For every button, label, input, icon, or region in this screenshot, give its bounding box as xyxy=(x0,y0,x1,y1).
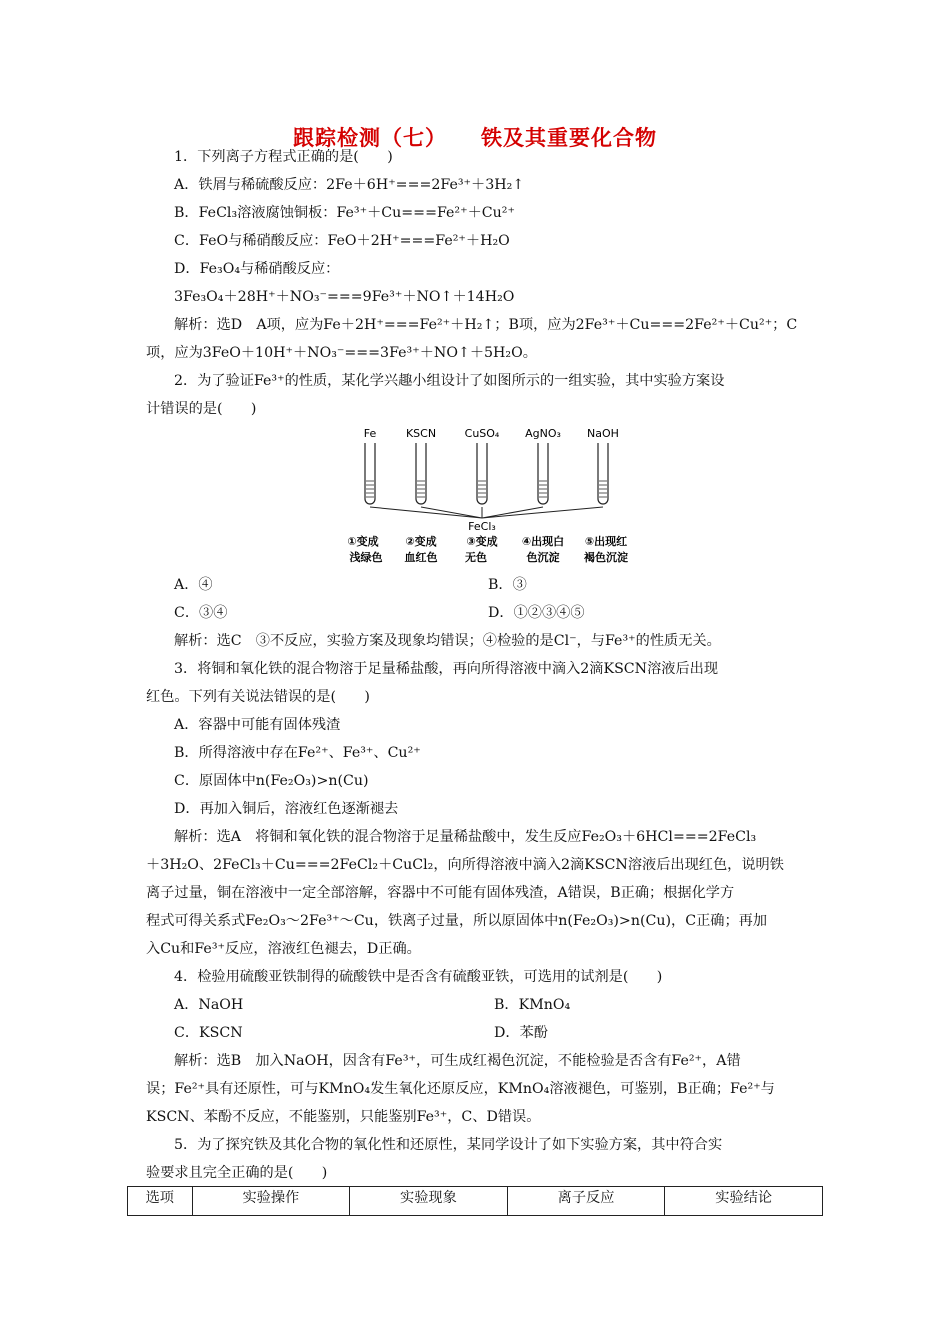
test-tube-5 xyxy=(598,443,608,504)
title-part-a: 跟踪检测（七） xyxy=(293,126,447,150)
result-1-line1: ①变成 xyxy=(347,535,379,548)
center-reagent-label: FeCl₃ xyxy=(468,520,496,533)
q2-option-a: A．④ xyxy=(174,577,213,593)
q2-experiment-figure xyxy=(330,423,650,571)
q3-option-a: A．容器中可能有固体残渣 xyxy=(174,717,341,733)
q4-option-c: C．KSCN xyxy=(174,1025,243,1041)
q3-option-c: C．原固体中n(Fe₂O₃)>n(Cu) xyxy=(174,773,369,789)
reagent-label-5: NaOH xyxy=(587,427,619,440)
reagent-label-4: AgNO₃ xyxy=(525,427,561,440)
result-1-line2: 浅绿色 xyxy=(349,551,383,564)
q2-option-c: C．③④ xyxy=(174,605,228,621)
reagent-label-2: KSCN xyxy=(405,427,437,440)
result-5-line2: 褐色沉淀 xyxy=(584,551,628,564)
result-3-line2: 无色 xyxy=(465,551,487,564)
table-header-cell: 选项 xyxy=(128,1187,193,1216)
result-2-line1: ②变成 xyxy=(405,535,437,548)
connector-lines xyxy=(370,507,603,518)
q4-stem: 4．检验用硫酸亚铁制得的硫酸铁中是否含有硫酸亚铁，可选用的试剂是( ) xyxy=(174,969,663,985)
q4-answer-line3: KSCN、苯酚不反应，不能鉴别，只能鉴别Fe³⁺，C、D错误。 xyxy=(146,1109,541,1125)
test-tube-3 xyxy=(477,443,487,504)
q4-answer-line1: 解析：选B 加入NaOH，因含有Fe³⁺，可生成红褐色沉淀，不能检验是否含有Fe²⁺，A错 xyxy=(174,1053,741,1069)
q3-option-b: B．所得溶液中存在Fe²⁺、Fe³⁺、Cu²⁺ xyxy=(174,745,421,761)
q2-answer: 解析：选C ③不反应，实验方案及现象均错误；④检验的是Cl⁻，与Fe³⁺的性质无关。 xyxy=(174,633,721,649)
reagent-label-1: Fe xyxy=(363,427,377,440)
q5-stem-line1: 5．为了探究铁及其化合物的氧化性和还原性，某同学设计了如下实验方案，其中符合实 xyxy=(174,1137,723,1153)
result-4-line1: ④出现白 xyxy=(521,535,565,548)
q3-answer-line1: 解析：选A 将铜和氧化铁的混合物溶于足量稀盐酸中，发生反应Fe₂O₃＋6HCl===2FeCl₃ xyxy=(174,829,757,845)
q2-option-d: D．①②③④⑤ xyxy=(488,605,585,621)
q1-option-c: C．FeO与稀硝酸反应：FeO＋2H⁺===Fe²⁺＋H₂O xyxy=(174,233,510,249)
q1-answer-line1: 解析：选D A项，应为Fe＋2H⁺===Fe²⁺＋H₂↑；B项，应为2Fe³⁺＋Cu===2Fe²⁺＋Cu²⁺；C xyxy=(174,317,798,333)
table-header-cell: 离子反应 xyxy=(507,1187,665,1216)
q2-option-b: B．③ xyxy=(488,577,527,593)
q3-stem-line2: 红色。下列有关说法错误的是( ) xyxy=(146,689,370,705)
q2-stem-line1: 2．为了验证Fe³⁺的性质，某化学兴趣小组设计了如图所示的一组实验，其中实验方案设 xyxy=(174,373,725,389)
result-4-line2: 色沉淀 xyxy=(526,551,560,564)
q4-option-a: A．NaOH xyxy=(174,997,244,1013)
reagent-label-3: CuSO₄ xyxy=(464,427,500,440)
table-header-cell: 实验结论 xyxy=(665,1187,823,1216)
q3-option-d: D．再加入铜后，溶液红色逐渐褪去 xyxy=(174,801,399,817)
result-2-line2: 血红色 xyxy=(404,551,438,564)
q3-stem-line1: 3．将铜和氧化铁的混合物溶于足量稀盐酸，再向所得溶液中滴入2滴KSCN溶液后出现 xyxy=(174,661,719,677)
test-tubes xyxy=(365,443,608,504)
q3-answer-line2: ＋3H₂O、2FeCl₃＋Cu===2FeCl₂＋CuCl₂，向所得溶液中滴入2滴KSCN溶液后出现红色，说明铁 xyxy=(146,857,784,873)
result-5-line1: ⑤出现红 xyxy=(584,535,628,548)
q3-answer-line4: 程式可得关系式Fe₂O₃～2Fe³⁺～Cu，铁离子过量，所以原固体中n(Fe₂O₃)>n(Cu)，C正确；再加 xyxy=(146,913,768,929)
q1-option-d: D．Fe₃O₄与稀硝酸反应： xyxy=(174,261,340,277)
q4-option-b: B．KMnO₄ xyxy=(494,997,571,1013)
table-header-row xyxy=(128,1187,823,1216)
table-header-cell: 实验现象 xyxy=(350,1187,508,1216)
test-tube-1 xyxy=(365,443,375,504)
test-tube-4 xyxy=(538,443,548,504)
q1-option-a: A．铁屑与稀硫酸反应：2Fe＋6H⁺===2Fe³⁺＋3H₂↑ xyxy=(174,177,525,193)
q4-option-d: D．苯酚 xyxy=(494,1025,548,1041)
q2-stem-line2: 计错误的是( ) xyxy=(146,401,257,417)
table-header-cell: 实验操作 xyxy=(192,1187,350,1216)
q3-answer-line3: 离子过量，铜在溶液中一定全部溶解，容器中不可能有固体残渣，A错误，B正确；根据化学方 xyxy=(146,885,735,901)
q4-answer-line2: 误；Fe²⁺具有还原性，可与KMnO₄发生氧化还原反应，KMnO₄溶液褪色，可鉴别，B正确；Fe²⁺与 xyxy=(146,1081,775,1097)
title-part-b: 铁及其重要化合物 xyxy=(481,126,657,150)
q5-options-table xyxy=(127,1186,823,1216)
test-tube-2 xyxy=(416,443,426,504)
q1-option-d-equation: 3Fe₃O₄＋28H⁺＋NO₃⁻===9Fe³⁺＋NO↑＋14H₂O xyxy=(174,289,515,305)
q1-stem: 1．下列离子方程式正确的是( ) xyxy=(174,149,393,165)
q1-option-b: B．FeCl₃溶液腐蚀铜板：Fe³⁺＋Cu===Fe²⁺＋Cu²⁺ xyxy=(174,205,515,221)
q3-answer-line5: 入Cu和Fe³⁺反应，溶液红色褪去，D正确。 xyxy=(146,941,421,957)
q1-answer-line2: 项，应为3FeO＋10H⁺＋NO₃⁻===3Fe³⁺＋NO↑＋5H₂O。 xyxy=(146,345,537,361)
q5-stem-line2: 验要求且完全正确的是( ) xyxy=(146,1165,328,1181)
result-3-line1: ③变成 xyxy=(466,535,498,548)
